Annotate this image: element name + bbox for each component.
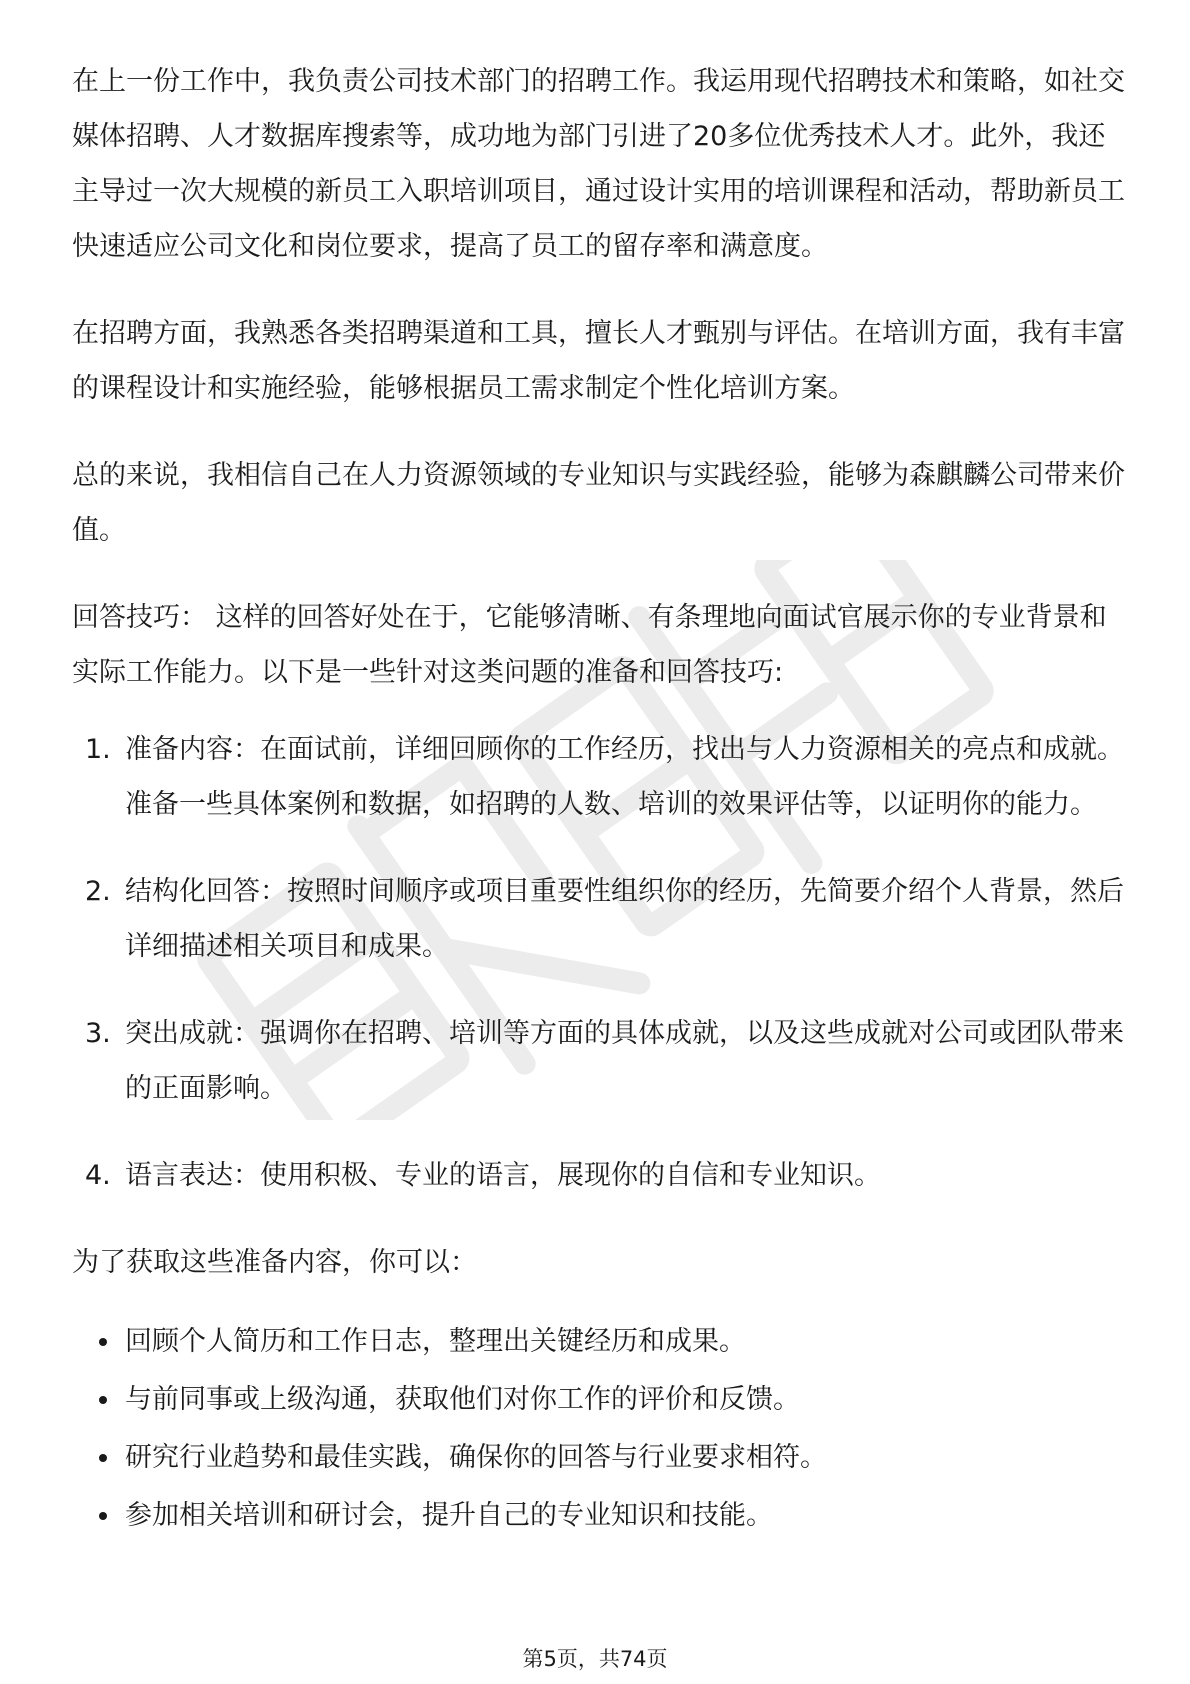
- list-item-number: 1.: [85, 734, 111, 765]
- list-item-number: 4.: [85, 1160, 111, 1191]
- bullet-item: [72, 1372, 1132, 1427]
- page-number-footer: 第5页，共74页: [522, 1647, 668, 1671]
- bullet-dot-icon: [99, 1396, 107, 1404]
- list-item-text: 语言表达：使用积极、专业的语言，展现你的自信和专业知识。: [125, 1160, 881, 1191]
- paragraph-answer-tips: 回答技巧： 这样的回答好处在于，它能够清晰、有条理地向面试官展示你的专业背景和实际工作能力。以下是一些针对这类问题的准备和回答技巧:: [72, 602, 1107, 688]
- list-item-text: 准备内容：在面试前，详细回顾你的工作经历，找出与人力资源相关的亮点和成就。准备一些具体案例和数据，如招聘的人数、培训的效果评估等，以证明你的能力。: [125, 734, 1124, 820]
- bullet-list: [72, 1314, 1132, 1543]
- bullet-item-text: 研究行业趋势和最佳实践，确保你的回答与行业要求相符。: [125, 1442, 827, 1473]
- list-item-number: 3.: [85, 1018, 111, 1049]
- numbered-list: [72, 722, 1132, 1203]
- document-body: [72, 54, 1132, 1546]
- list-item-text: 突出成就：强调你在招聘、培训等方面的具体成就，以及这些成就对公司或团队带来的正面影响。: [125, 1018, 1124, 1104]
- paragraph-preparation-intro: 为了获取这些准备内容，你可以：: [72, 1247, 477, 1278]
- bullet-dot-icon: [99, 1454, 107, 1462]
- paragraph-summary: 总的来说，我相信自己在人力资源领域的专业知识与实践经验，能够为森麒麟公司带来价值。: [72, 460, 1125, 546]
- bullet-item-text: 参加相关培训和研讨会，提升自己的专业知识和技能。: [125, 1500, 773, 1531]
- list-item: [72, 1006, 1132, 1116]
- bullet-item-text: 与前同事或上级沟通，获取他们对你工作的评价和反馈。: [125, 1384, 800, 1415]
- bullet-item: [72, 1430, 1132, 1485]
- paragraph-skills: 在招聘方面，我熟悉各类招聘渠道和工具，擅长人才甄别与评估。在培训方面，我有丰富的课程设计和实施经验，能够根据员工需求制定个性化培训方案。: [72, 318, 1125, 404]
- list-item-number: 2.: [85, 876, 111, 907]
- bullet-item: [72, 1314, 1132, 1369]
- bullet-dot-icon: [99, 1338, 107, 1346]
- bullet-item: [72, 1488, 1132, 1543]
- paragraph-work-experience: 在上一份工作中，我负责公司技术部门的招聘工作。我运用现代招聘技术和策略，如社交媒体招聘、人才数据库搜索等，成功地为部门引进了20多位优秀技术人才。此外，我还主导过一次大规模的新员工入职培训项目，通过设计实用的培训课程和活动，帮助新员工快速适应公司文化和岗位要求，提高了员工的留存率和满意度。: [72, 66, 1125, 262]
- list-item: [72, 864, 1132, 974]
- list-item-text: 结构化回答：按照时间顺序或项目重要性组织你的经历，先简要介绍个人背景，然后详细描述相关项目和成果。: [125, 876, 1124, 962]
- bullet-item-text: 回顾个人简历和工作日志，整理出关键经历和成果。: [125, 1326, 746, 1357]
- bullet-dot-icon: [99, 1512, 107, 1520]
- list-item: [72, 1148, 1132, 1203]
- list-item: [72, 722, 1132, 832]
